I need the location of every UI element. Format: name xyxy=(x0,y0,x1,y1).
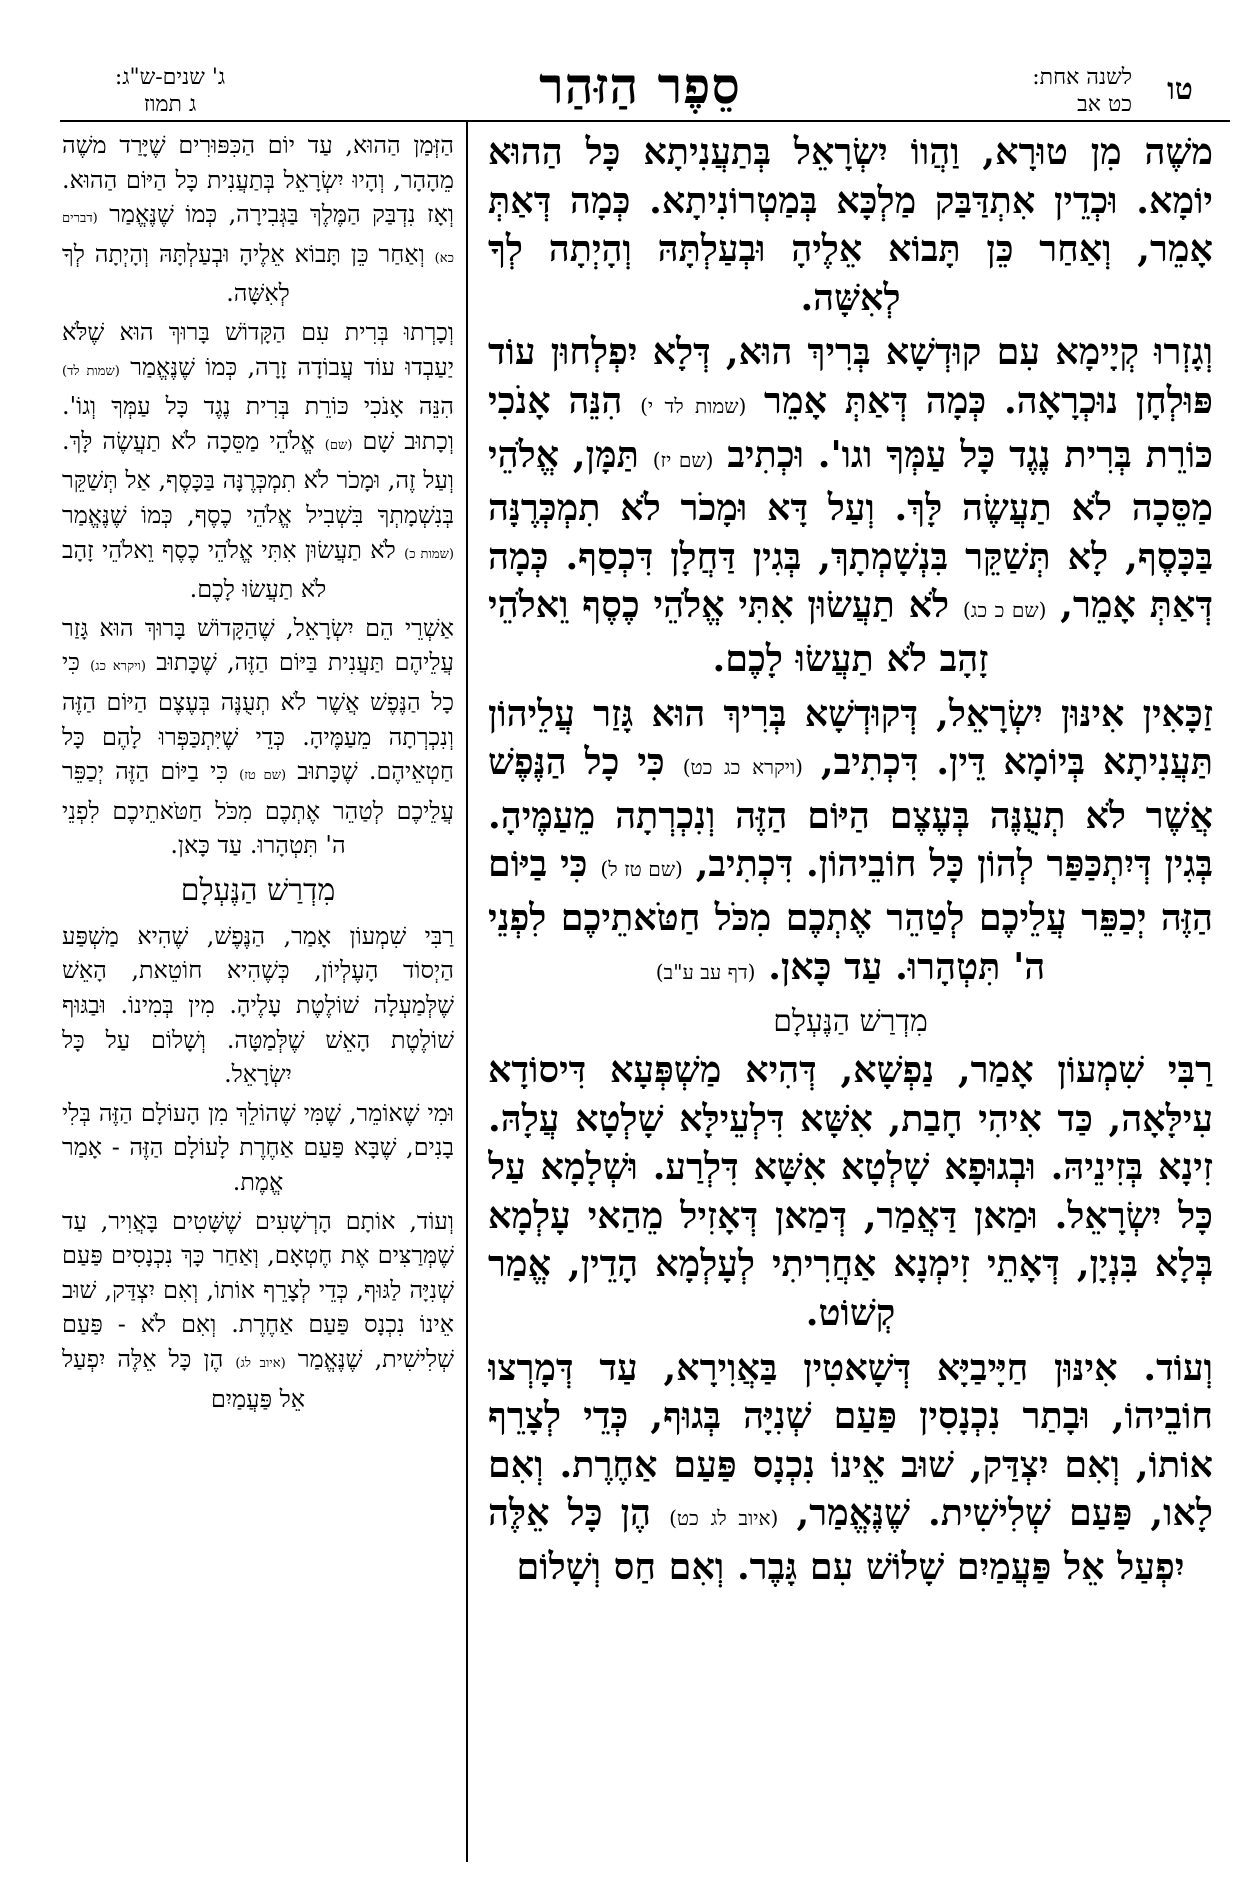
verse-reference: (איוב לג) xyxy=(235,1356,286,1371)
folio-reference: (דף עב ע"ב) xyxy=(655,959,756,984)
verse-reference: (איוב לג כט) xyxy=(669,1506,779,1531)
section-heading: מִדְרַשׁ הַנֶּעְלָם xyxy=(773,1004,928,1040)
column-divider xyxy=(466,122,468,1862)
side-paragraph-5: וּמִי שֶׁאוֹמֵר, שֶׁמִּי שֶׁהוֹלֵךְ מִן הָעוֹלָם הַזֶּה בְּלִי בָנִים, שֶׁבָּא פַּעַם אַחֶרֶת לָעוֹלָם הַזֶּה - אָמַר אֱמֶת. xyxy=(62,1098,454,1197)
verse-reference: (שם טז ל) xyxy=(600,857,683,882)
page-number: טו xyxy=(1167,72,1193,107)
verse-reference: (שם) xyxy=(324,437,353,453)
header-left-line2: ג תמוז xyxy=(143,92,197,117)
side-paragraph-4: רַבִּי שִׁמְעוֹן אָמַר, הַנֶּפֶשׁ, שֶׁהִיא מַשְׁפַּע הַיְסוֹד הָעֶלְיוֹן, כְּשֶׁהִיא חוֹטֵאת, הָאֵשׁ שֶׁלְּמַעְלָה שׁוֹלֶטֶת עָלֶיהָ. מִין בְּמִינוֹ. וּבַגּוּף שׁוֹלֶטֶת הָאֵשׁ שֶׁלְּמַטָּה. וְשָׁלוֹם עַל כָּל יִשְׂרָאֵל. xyxy=(62,921,454,1089)
header-right-line2: כט אב xyxy=(1077,92,1132,117)
main-paragraph-4: רַבִּי שִׁמְעוֹן אָמַר, נַפְשָׁא, דְּהִיא מַשְׁפְּעָא דִּיסוֹדָא עִילָּאָה, כַּד אִיהִי חָבַת, אִשָּׁא דִּלְעֵילָּא שָׁלְטָא עֲלָהּ. זִינָא בְּזִינֵיהּ. וּבְגוּפָא שָׁלְטָא אִשָּׁא דִּלְרַע. וּשְׁלָמָא עַל כָּל יִשְׂרָאֵל. וּמַאן דַּאֲמַר, דְּמַאן דְּאָזִיל מֵהַאי עָלְמָא בְּלָא בִּנְיָן, דְּאָתֵי זִימְנָא אַחֲרִיתִי לְעָלְמָא הָדֵין, אֱמַר קְשׁוֹט. xyxy=(488,1048,1213,1335)
verse-reference: (שם כ כג) xyxy=(962,598,1047,623)
verse-reference: (שמות לד) xyxy=(62,363,120,379)
side-paragraph-2: וְכָרְתוּ בְּרִית עִם הַקָּדוֹשׁ בָּרוּךְ הוּא שֶׁלֹּא יַעַבְדוּ עוֹד עֲבוֹדָה זָרָה, כְּמוֹ שֶׁנֶּאֱמַר (שמות לד) הִנֵּה אָנֹכִי כּוֹרֵת בְּרִית נֶגֶד כָּל עַמְּךָ וְגוֹ'. וְכָתוּב שָׁם (שם) אֱלֹהֵי מַסֵּכָה לֹא תַעֲשֶׂה לָּךְ. וְעַל זֶה, וּמָכֹר לֹא תִמְכְּרֶנָּה בַּכָּסֶף, אַל תְּשַׁקֵּר בְּנִשְׁמָתְךָ בִּשְׁבִיל אֱלֹהֵי כֶסֶף, כְּמוֹ שֶׁנֶּאֱמַר (שמות כ) לֹא תַעֲשׂוּן אִתִּי אֱלֹהֵי כֶסֶף וֵאלֹהֵי זָהָב לֹא תַעֲשׂוּ לָכֶם. xyxy=(62,317,454,604)
side-paragraph-3: אַשְׁרֵי הֵם יִשְׂרָאֵל, שֶׁהַקָּדוֹשׁ בָּרוּךְ הוּא גָּזַר עֲלֵיהֶם תַּעֲנִית בַּיּוֹם הַזֶּה, שֶׁכָּתוּב (ויקרא כג) כִּי כָל הַנֶּפֶשׁ אֲשֶׁר לֹא תְעֻנֶּה בְּעֶצֶם הַיּוֹם הַזֶּה וְנִכְרְתָה מֵעַמֶּיהָ. כְּדֵי שֶׁיִּתְכַּפְּרוּ לָהֶם כָּל חַטְאֵיהֶם. שֶׁכָּתוּב (שם טז) כִּי בַיּוֹם הַזֶּה יְכַפֵּר עֲלֵיכֶם לְטַהֵר אֶתְכֶם מִכֹּל חַטֹּאתֵיכֶם לִפְנֵי ה' תִּטְהָרוּ. עַד כָּאן. xyxy=(62,613,454,860)
header-right-line1: לשנה אחת: xyxy=(1032,65,1132,90)
main-paragraph-5: וְעוֹד. אִינּוּן חַיָּיבַיָּא דְּשָׁאטִין בַּאֲוִירָא, עַד דְּמָרְצוּ חוֹבֵיהוֹ, וּבָתַר נִכְנָסִין פַּעַם שְׁנִיָּה בְּגוּף, כְּדֵי לְצָרֵף אוֹתוֹ, וְאִם יִצְדַּק, שׁוּב אֵינוֹ נִכְנָס פַּעַם אַחֶרֶת. וְאִם לָאו, פַּעַם שְׁלִישִׁית. שֶׁנֶּאֱמַר, (איוב לג כט) הֶן כָּל אֵלֶּה יִפְעַל אֵל פַּעֲמַיִם שָׁלוֹשׁ עִם גָּבֶר. וְאִם חַס וְשָׁלוֹם xyxy=(488,1345,1213,1589)
verse-reference: (שם יז) xyxy=(652,447,714,472)
side-paragraph-1: הַזְּמַן הַהוּא, עַד יוֹם הַכִּפּוּרִים שֶׁיָּרַד משֶׁה מֵהָהָר, וְהָיוּ יִשְׂרָאֵל בְּתַעֲנִית כָּל הַיּוֹם הַהוּא. וְאָז נִדְבַּק הַמֶּלֶךְ בַּגְּבִירָה, כְּמוֹ שֶׁנֶּאֱמַר (דברים כא) וְאַחַר כֵּן תָּבוֹא אֵלֶיהָ וּבְעַלְתָּהּ וְהָיְתָה לְךָ לְאִשָּׁה. xyxy=(62,131,454,308)
side-paragraph-6: וְעוֹד, אוֹתָם הָרְשָׁעִים שֶׁשָּׁטִים בָּאֲוִיר, עַד שֶׁמְּרַצִּים אֶת חֶטְאָם, וְאַחַר כָּךְ נִכְנָסִים פַּעַם שְׁנִיָּה לַגּוּף, כְּדֵי לְצָרֵף אוֹתוֹ, וְאִם יִצְדַּק, שׁוּב אֵינוֹ נִכְנָס פַּעַם אַחֶרֶת. וְאִם לֹא - פַּעַם שְׁלִישִׁית, שֶׁנֶּאֱמַר (איוב לג) הֶן כָּל אֵלֶּה יִפְעַל אֵל פַּעֲמַיִם xyxy=(62,1206,454,1413)
book-title: סֵפֶר הַזּהַר xyxy=(539,56,741,115)
verse-reference: (דברים כא) xyxy=(62,211,454,266)
verse-reference: (ויקרא כג כט) xyxy=(682,755,803,780)
verse-reference: (שמות לד י) xyxy=(640,393,747,418)
header-study-schedule-right xyxy=(962,64,1132,124)
verse-reference: (ויקרא כג) xyxy=(90,659,146,675)
main-paragraph-1: משֶׁה מִן טוּרָא, וַהֲווֹ יִשְׂרָאֵל בְּתַעֲנִיתָא כָּל הַהוּא יוֹמָא. וּכְדֵין אִתְדַּבַּק מַלְכָּא בְּמַטְרוֹנִיתָא. כְּמָה דְּאַתְּ אָמֵר, וְאַחַר כֵּן תָּבוֹא אֵלֶיהָ וּבְעַלְתָּהּ וְהָיְתָה לְךָ לְאִשָּׁה. xyxy=(488,130,1213,319)
aramaic-column xyxy=(488,128,1213,1868)
section-heading: מִדְרַשׁ הַנֶּעְלָם xyxy=(180,872,336,908)
main-paragraph-3: זַכָּאִין אִינּוּן יִשְׂרָאֵל, דְּקוּדְשָׁא בְּרִיךְ הוּא גָּזַר עֲלֵיהוֹן תַּעֲנִיתָא בְּיוֹמָא דֵּין. דִּכְתִיב, (ויקרא כג כט) כִּי כָל הַנֶּפֶשׁ אֲשֶׁר לֹא תְעֻנֶּה בְּעֶצֶם הַיּוֹם הַזֶּה וְנִכְרְתָה מֵעַמֶּיהָ. בְּגִין דְּיִתְכַּפַּר לְהוֹן כָּל חוֹבֵיהוֹן. דִּכְתִיב, (שם טז ל) כִּי בַיּוֹם הַזֶּה יְכַפֵּר עֲלֵיכֶם לְטַהֵר אֶתְכֶם מִכֹּל חַטֹּאתֵיכֶם לִפְנֵי ה' תִּטְהָרוּ. עַד כָּאן. (דף עב ע"ב) xyxy=(488,691,1213,988)
verse-reference: (שמות כ) xyxy=(404,546,454,562)
header-study-schedule-left xyxy=(60,64,280,124)
header-rule xyxy=(60,120,1230,122)
hebrew-translation-column xyxy=(62,128,454,1868)
main-paragraph-2: וְגָזְרוּ קְיָימָא עִם קוּדְשָׁא בְּרִיךְ הוּא, דְּלָא יִפְלְחוּן עוֹד פּוּלְחָן נוּכְרָאָה. כְּמָה דְּאַתְּ אָמֵר (שמות לד י) הִנֵּה אָנֹכִי כּוֹרֵת בְּרִית נֶגֶד כָּל עַמְּךָ וגו'. וּכְתִיב (שם יז) תַּמָּן, אֱלֹהֵי מַסֵּכָה לֹא תַעֲשֶׂה לָּךְ. וְעַל דָּא וּמָכֹר לֹא תִמְכְּרֶנָּה בַּכָּסֶף, לָא תְּשַׁקֵּר בִּנְשָׁמְתָךְ, בְּגִין דַּחֲלָן דִּכְסַף. כְּמָה דְּאַתְּ אָמֵר, (שם כ כג) לֹא תַעֲשׂוּן אִתִּי אֱלֹהֵי כֶסֶף וֵאלֹהֵי זָהָב לֹא תַעֲשׂוּ לָכֶם. xyxy=(488,330,1213,680)
header-left-line1: ג' שנים-ש"ג: xyxy=(114,65,226,90)
verse-reference: (שם טז) xyxy=(239,768,287,784)
